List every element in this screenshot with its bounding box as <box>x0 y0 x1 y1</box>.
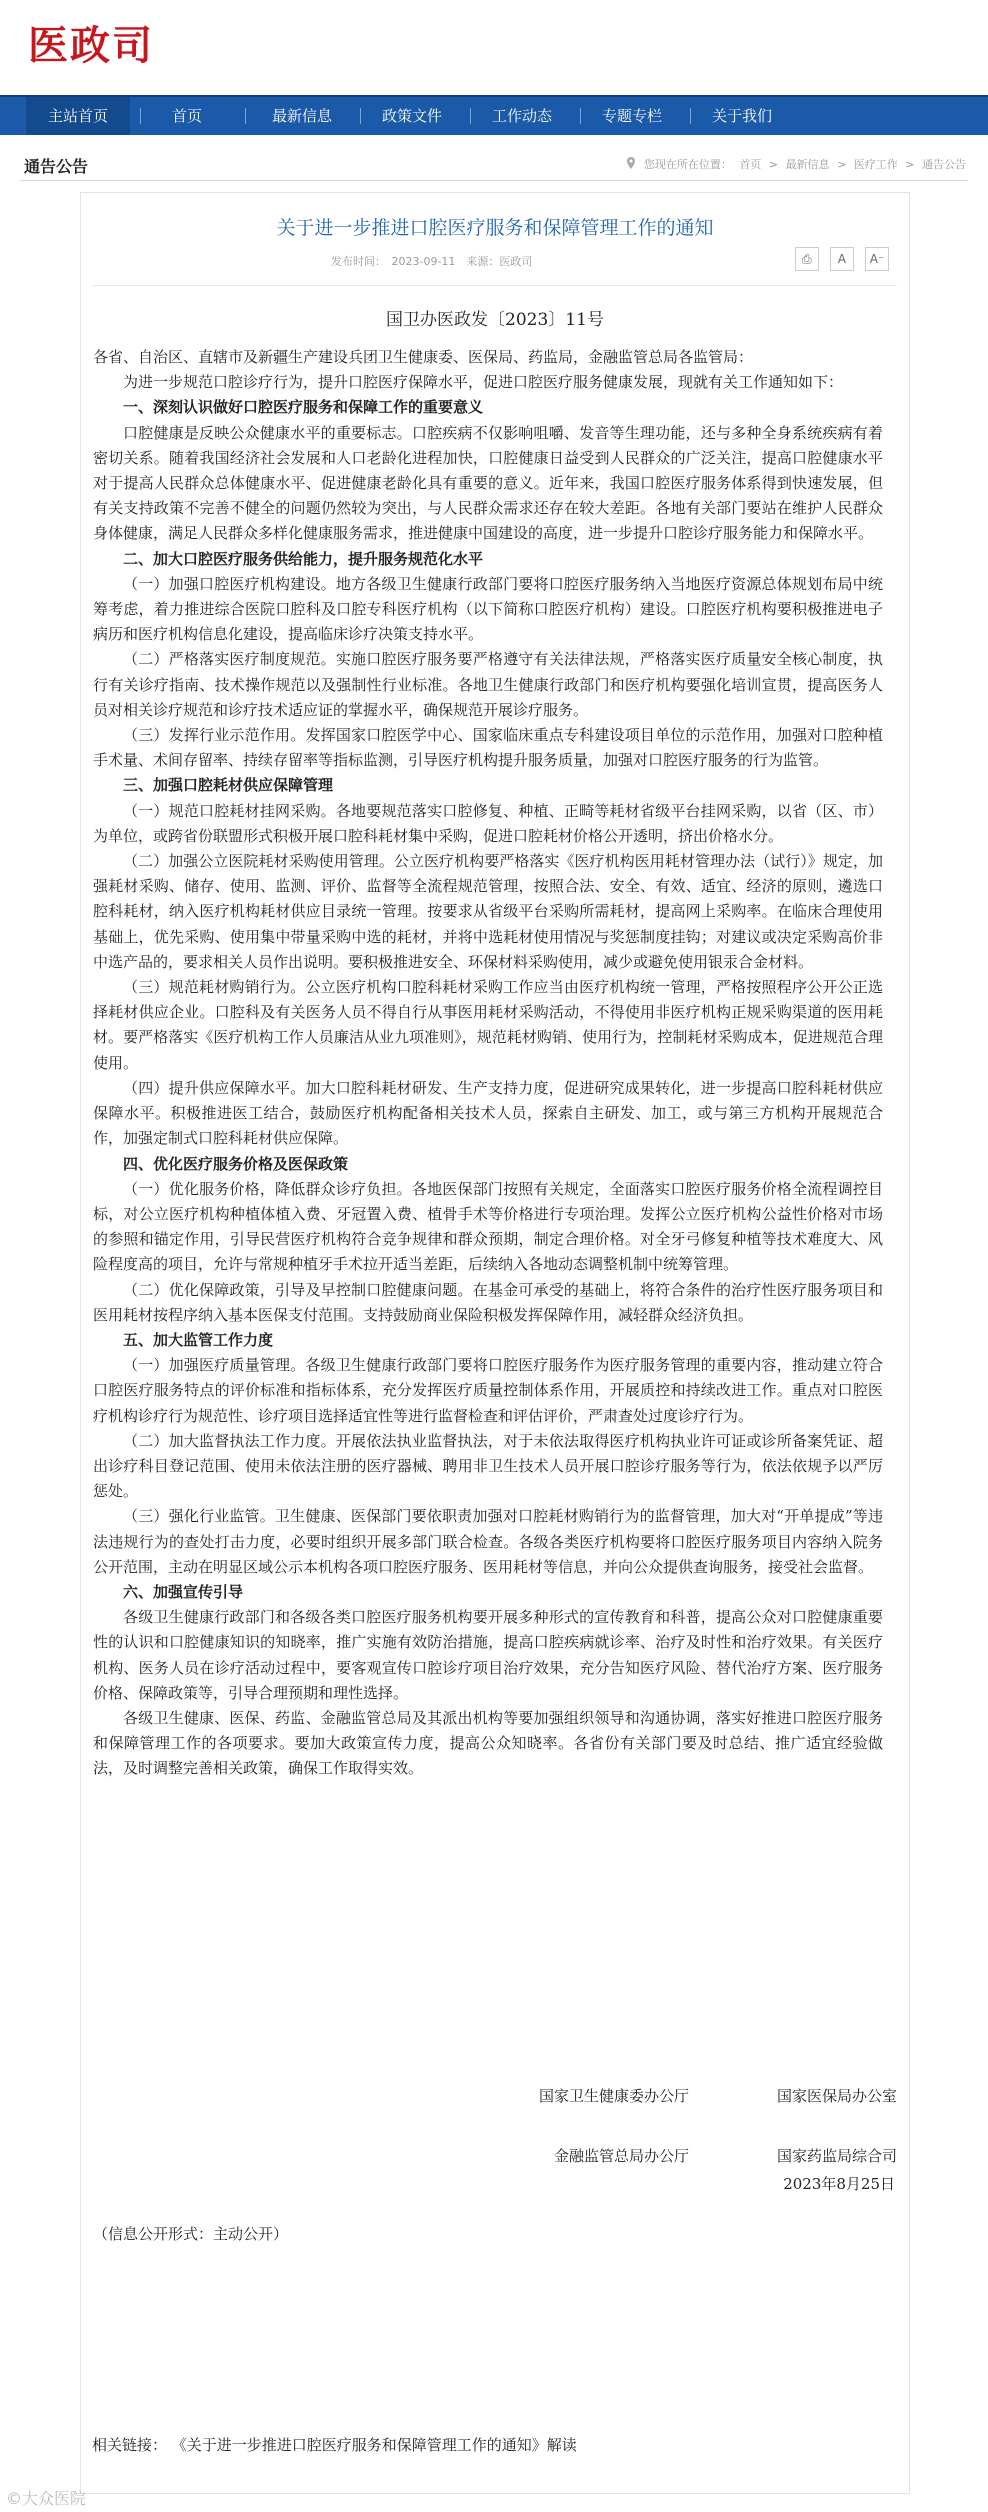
paragraph: 为进一步规范口腔诊疗行为，提升口腔医疗保障水平，促进口腔医疗服务健康发展，现就有关工作通知如下： <box>123 373 844 392</box>
breadcrumb-prefix: 您现在所在位置： <box>643 158 732 171</box>
page-title: 关于进一步推进口腔医疗服务和保障管理工作的通知 <box>276 217 714 239</box>
paragraph: （一）加强口腔医疗机构建设。地方各级卫生健康行政部门要将口腔医疗服务纳入当地医疗资源总体规划布局中统筹考虑，着力推进综合医院口腔科及口腔专科医疗机构（以下简称口腔医疗机构）建设。口腔医疗机构要积极推进电子病历和医疗机构信息化建设，提高临床诊疗决策支持水平。 <box>93 574 883 644</box>
breadcrumb-link-latest[interactable]: 最新信息 <box>785 158 830 171</box>
signatory: 国家医保局办公室 <box>776 2087 897 2105</box>
nav-item-work[interactable]: 工作动态 <box>492 107 553 125</box>
paragraph: （一）规范口腔耗材挂网采购。各地要规范落实口腔修复、种植、正畸等耗材省级平台挂网采购，以省（区、市）为单位，或跨省份联盟形式积极开展口腔科耗材集中采购，促进口腔耗材价格公开透明，挤出价格水分。 <box>93 801 883 845</box>
section-heading: 三、加强口腔耗材供应保障管理 <box>123 776 334 795</box>
paragraph: 各省、自治区、直辖市及新疆生产建设兵团卫生健康委、医保局、药监局，金融监管总局各监管局： <box>93 348 754 366</box>
breadcrumb-separator: > <box>837 158 847 171</box>
main-nav <box>0 95 988 135</box>
related-prefix: 相关链接： <box>92 2436 168 2454</box>
paragraph: （二）加强公立医院耗材采购使用管理。公立医疗机构要严格落实《医疗机构医用耗材管理办法（试行）》规定，加强耗材采购、储存、使用、监测、评价、监督等全流程规范管理，按照合法、安全、有效、适宜、经济的原则，遴选口腔科耗材，纳入医疗机构耗材供应目录统一管理。按要求从省级平台采购所需耗材，提高网上采购率。在临床合理使用基础上，优先采购、使用集中带量采购中选的耗材，并将中选耗材使用情况与奖惩制度挂钩；对建议或决定采购高价非中选产品的，要求相关人员作出说明。要积极推进安全、环保材料采购使用，减少或避免使用银汞合金材料。 <box>93 852 883 971</box>
breadcrumb-separator: > <box>905 158 915 171</box>
nav-divider <box>245 108 246 124</box>
document-number: 国卫办医政发〔2023〕11号 <box>386 310 604 330</box>
article-panel <box>80 192 910 2494</box>
font-decrease-icon[interactable]: A⁻ <box>865 247 889 271</box>
section-heading: 一、深刻认识做好口腔医疗服务和保障工作的重要意义 <box>123 398 484 417</box>
nav-item-main-home[interactable]: 主站首页 <box>26 97 130 135</box>
nav-item-policy[interactable]: 政策文件 <box>382 107 443 125</box>
paragraph: 口腔健康是反映公众健康水平的重要标志。口腔疾病不仅影响咀嚼、发音等生理功能，还与多种全身系统疾病有着密切关系。随着我国经济社会发展和人口老龄化进程加快，口腔健康日益受到人民群众的广泛关注，提高口腔健康水平对于提高人民群众总体健康水平、促进健康老龄化具有重要的意义。近年来，我国口腔医疗服务体系得到快速发展，但有关支持政策不完善不健全的问题仍然较为突出，与人民群众需求还存在较大差距。各地有关部门要站在维护人民群众身体健康，满足人民群众多样化健康服务需求，推进健康中国建设的高度，进一步提升口腔诊疗服务能力和保障水平。 <box>93 423 883 543</box>
paragraph: （三）强化行业监管。卫生健康、医保部门要依职责加强对口腔耗材购销行为的监督管理，加大对“开单提成”等违法违规行为的查处打击力度，必要时组织开展多部门联合检查。各级各类医疗机构要将口腔医疗服务项目内容纳入院务公开范围，主动在明显区域公示本机构各项口腔医疗服务、医用耗材等信息，并向公众提供查询服务，接受社会监督。 <box>93 1507 883 1576</box>
nav-item-about[interactable]: 关于我们 <box>712 107 773 125</box>
signatory: 国家药监局综合司 <box>776 2147 897 2165</box>
nav-divider <box>140 108 141 124</box>
breadcrumb-link-medical[interactable]: 医疗工作 <box>853 158 898 171</box>
site-logo[interactable]: 医政司 <box>28 23 154 69</box>
signatory: 金融监管总局办公厅 <box>553 2147 689 2165</box>
location-pin-icon <box>626 157 636 169</box>
sign-date: 2023年8月25日 <box>783 2175 895 2193</box>
paragraph: （一）优化服务价格，降低群众诊疗负担。各地医保部门按照有关规定，全面落实口腔医疗服务价格全流程调控目标，对公立医疗机构种植体植入费、牙冠置入费、植骨手术等价格进行专项治理。发挥公立医疗机构公益性价格对市场的参照和锚定作用，引导民营医疗机构符合竞争规律和群众预期，制定合理价格。对全牙弓修复种植等技术难度大、风险程度高的项目，允许与常规种植牙手术拉开适当差距，后续纳入各地动态调整机制中统筹管理。 <box>93 1179 883 1274</box>
article-tools <box>789 247 889 271</box>
breadcrumb-link-home[interactable]: 首页 <box>739 158 762 171</box>
paragraph: （四）提升供应保障水平。加大口腔科耗材研发、生产支持力度，促进研究成果转化，进一步提高口腔科耗材供应保障水平。积极推进医工结合，鼓励医疗机构配备相关技术人员，探索自主研发、加工，或与第三方机构开展规范合作，加强定制式口腔科耗材供应保障。 <box>93 1078 883 1148</box>
paragraph: 各级卫生健康行政部门和各级各类口腔医疗服务机构要开展多种形式的宣传教育和科普，提高公众对口腔健康重要性的认识和口腔健康知识的知晓率，推广实施有效防治措施，提高口腔疾病就诊率、治疗及时性和治疗效果。有关医疗机构、医务人员在诊疗活动过程中，要客观宣传口腔诊疗项目治疗效果，充分告知医疗风险、替代治疗方案、医疗服务价格、保障政策等，引导合理预期和理性选择。 <box>93 1608 883 1702</box>
breadcrumb-separator: > <box>768 158 779 171</box>
site-header <box>0 0 988 95</box>
breadcrumb-bar <box>20 148 968 181</box>
article-body <box>93 345 883 1782</box>
paragraph: （三）发挥行业示范作用。发挥国家口腔医学中心、国家临床重点专科建设项目单位的示范作用，加强对口腔种植手术量、术间存留率、持续存留率等指标监测，引导医疗机构提升服务质量，加强对口腔医疗服务的行为监管。 <box>93 726 883 770</box>
paragraph: （三）规范耗材购销行为。公立医疗机构口腔科耗材采购工作应当由医疗机构统一管理，严格按照程序公开公正选择耗材供应企业。口腔科及有关医务人员不得自行从事医用耗材采购活动，不得使用非医疗机构正规采购渠道的医用耗材。要严格落实《医疗机构工作人员廉洁从业九项准则》，规范耗材购销、使用行为，控制耗材采购成本，促进规范合理使用。 <box>93 978 883 1072</box>
nav-item-home[interactable]: 首页 <box>172 107 203 125</box>
font-increase-icon[interactable]: A <box>830 247 854 271</box>
public-form-note: （信息公开形式：主动公开） <box>93 2225 289 2243</box>
signatory: 国家卫生健康委办公厅 <box>538 2087 689 2105</box>
section-heading: 四、优化医疗服务价格及医保政策 <box>123 1154 349 1173</box>
print-icon[interactable]: ⎙ <box>795 247 819 271</box>
breadcrumb-current: 通告公告 <box>922 158 966 171</box>
publish-meta: 发布时间： 2023-09-11 来源：医政司 <box>331 255 533 268</box>
paragraph: 各级卫生健康、医保、药监、金融监管总局及其派出机构等要加强组织领导和沟通协调，落实好推进口腔医疗服务和保障管理工作的各项要求。要加大政策宣传力度，提高公众知晓率。各省份有关部门要及时总结、推广适宜经验做法，及时调整完善相关政策，确保工作取得实效。 <box>93 1708 883 1778</box>
section-heading: 二、加大口腔医疗服务供给能力，提升服务规范化水平 <box>123 549 484 568</box>
related-links <box>92 2434 577 2455</box>
breadcrumb <box>626 156 966 172</box>
nav-item-latest[interactable]: 最新信息 <box>272 107 333 125</box>
paragraph: （二）优化保障政策，引导及早控制口腔健康问题。在基金可承受的基础上，将符合条件的治疗性医疗服务项目和医用耗材按程序纳入基本医保支付范围。支持鼓励商业保险积极发挥保障作用，减轻群众经济负担。 <box>93 1280 883 1324</box>
divider <box>93 285 897 286</box>
nav-item-topics[interactable]: 专题专栏 <box>602 107 663 125</box>
related-link[interactable]: 《关于进一步推进口腔医疗服务和保障管理工作的通知》解读 <box>171 2436 577 2454</box>
watermark: ©大众医院 <box>6 2489 87 2508</box>
section-title: 通告公告 <box>24 157 89 176</box>
paragraph: （一）加强医疗质量管理。各级卫生健康行政部门要将口腔医疗服务作为医疗服务管理的重要内容，推动建立符合口腔医疗服务特点的评价标准和指标体系，充分发挥医疗质量控制体系作用，开展质控和持续改进工作。重点对口腔医疗机构诊疗行为规范性、诊疗项目选择适宜性等进行监督检查和评估评价，严肃查处过度诊疗行为。 <box>93 1356 883 1425</box>
section-heading: 六、加强宣传引导 <box>123 1582 244 1601</box>
section-heading: 五、加大监管工作力度 <box>123 1330 274 1349</box>
paragraph: （二）加大监督执法工作力度。开展依法执业监督执法，对于未依法取得医疗机构执业许可证或诊所备案凭证、超出诊疗科目登记范围、使用未依法注册的医疗器械、聘用非卫生技术人员开展口腔诊疗服务等行为，依法依规予以严厉惩处。 <box>93 1431 883 1501</box>
paragraph: （二）严格落实医疗制度规范。实施口腔医疗服务要严格遵守有关法律法规，严格落实医疗质量安全核心制度，执行有关诊疗指南、技术操作规范以及强制性行业标准。各地卫生健康行政部门和医疗机构要强化培训宣贯，提高医务人员对相关诊疗规范和诊疗技术适应证的掌握水平，确保规范开展诊疗服务。 <box>93 650 883 719</box>
